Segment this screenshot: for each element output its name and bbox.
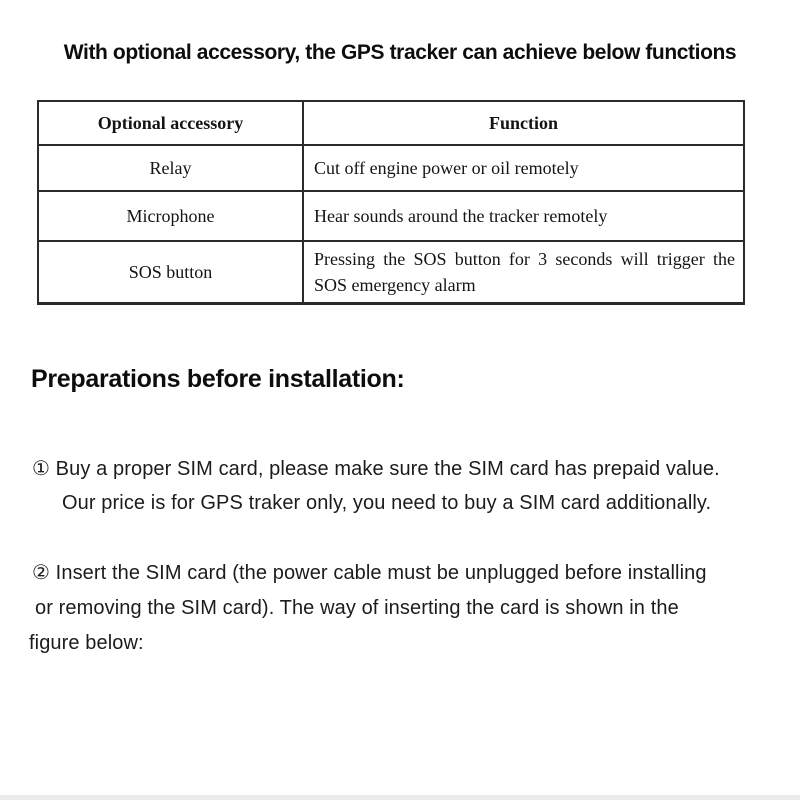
table-row-microphone (38, 191, 744, 241)
page-title: With optional accessory, the GPS tracker can achieve below functions (63, 41, 737, 64)
preparation-step-1-line-1: ① Buy a proper SIM card, please make sure the SIM card has prepaid value. (32, 458, 720, 480)
preparation-step-2-line-1: ② Insert the SIM card (the power cable must be unplugged before installing (32, 562, 707, 584)
table-row-relay (38, 145, 744, 191)
table-row-sos-button (38, 241, 744, 304)
preparations-heading: Preparations before installation: (31, 365, 405, 393)
preparation-step-1 (29, 452, 789, 520)
column-header-function: Function (303, 101, 744, 145)
scan-edge-artifact (0, 795, 800, 800)
preparation-step-2 (29, 556, 789, 661)
accessory-function-table (37, 100, 745, 305)
column-header-accessory: Optional accessory (38, 101, 303, 145)
accessory-cell-sos-button: SOS button (38, 241, 303, 304)
function-cell-microphone: Hear sounds around the tracker remotely (303, 191, 744, 241)
preparation-step-2-line-3: figure below: (29, 632, 144, 654)
preparation-step-2-line-2: or removing the SIM card). The way of inserting the card is shown in the (35, 597, 679, 619)
function-cell-sos-button: Pressing the SOS button for 3 seconds will trigger the SOS emergency alarm (303, 241, 744, 304)
table-header-row (38, 101, 744, 145)
accessory-cell-relay: Relay (38, 145, 303, 191)
preparation-step-1-line-2: Our price is for GPS traker only, you need to buy a SIM card additionally. (62, 492, 712, 514)
function-cell-relay: Cut off engine power or oil remotely (303, 145, 744, 191)
accessory-cell-microphone: Microphone (38, 191, 303, 241)
